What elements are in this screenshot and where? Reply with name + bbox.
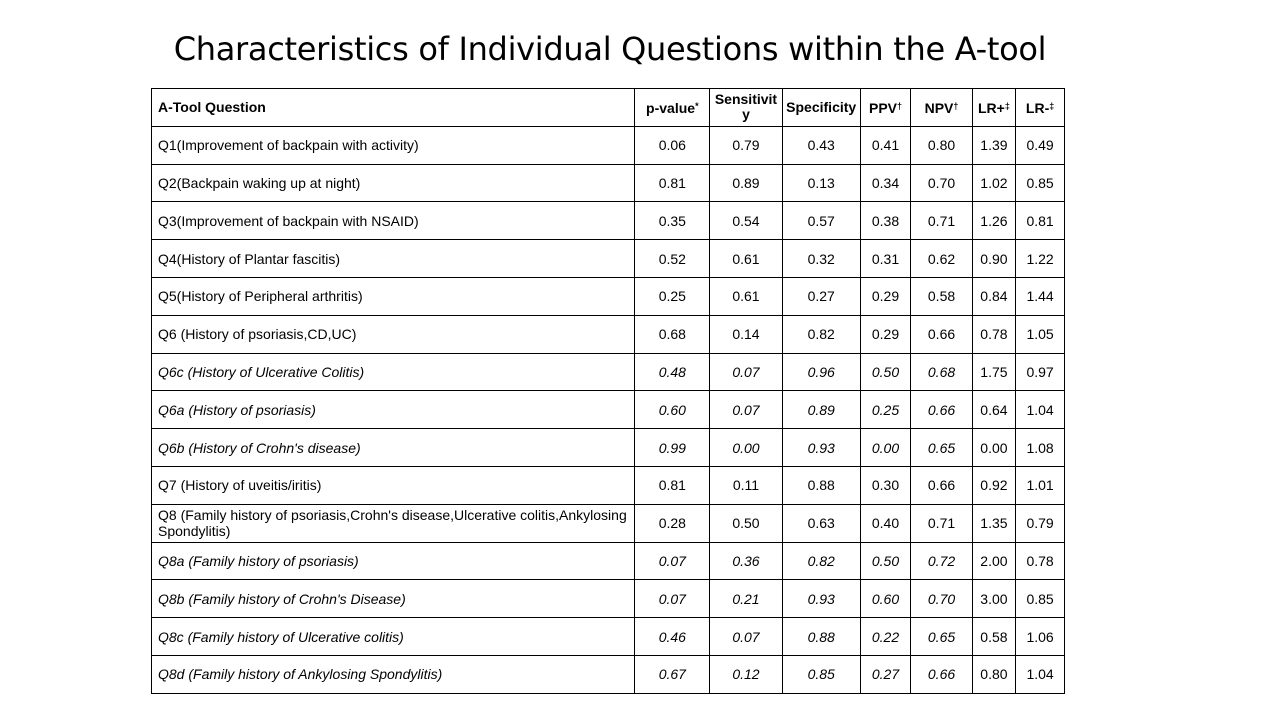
question-cell: Q8a (Family history of psoriasis) (152, 542, 635, 580)
table-row (152, 277, 1065, 315)
value-cell: 0.07 (635, 542, 710, 580)
value-cell: 0.61 (710, 277, 783, 315)
value-cell: 0.68 (635, 315, 710, 353)
value-cell: 0.46 (635, 618, 710, 656)
value-cell: 1.75 (972, 353, 1016, 391)
value-cell: 0.43 (782, 126, 860, 164)
value-cell: 0.41 (860, 126, 911, 164)
value-cell: 0.50 (860, 542, 911, 580)
value-cell: 0.64 (972, 391, 1016, 429)
table-row (152, 202, 1065, 240)
question-cell: Q7 (History of uveitis/iritis) (152, 466, 635, 504)
value-cell: 0.07 (710, 353, 783, 391)
value-cell: 0.58 (911, 277, 972, 315)
value-cell: 0.36 (710, 542, 783, 580)
question-cell: Q4(History of Plantar fascitis) (152, 240, 635, 278)
value-cell: 0.50 (860, 353, 911, 391)
value-cell: 0.85 (1016, 164, 1065, 202)
value-cell: 0.93 (782, 429, 860, 467)
value-cell: 0.12 (710, 655, 783, 693)
value-cell: 0.63 (782, 504, 860, 542)
question-cell: Q8 (Family history of psoriasis,Crohn's disease,Ulcerative colitis,Ankylosing Spondylitis) (152, 504, 635, 542)
value-cell: 0.97 (1016, 353, 1065, 391)
value-cell: 0.81 (635, 466, 710, 504)
value-cell: 0.00 (710, 429, 783, 467)
value-cell: 0.90 (972, 240, 1016, 278)
value-cell: 0.67 (635, 655, 710, 693)
value-cell: 0.89 (710, 164, 783, 202)
value-cell: 1.35 (972, 504, 1016, 542)
value-cell: 0.31 (860, 240, 911, 278)
value-cell: 0.32 (782, 240, 860, 278)
value-cell: 0.30 (860, 466, 911, 504)
value-cell: 0.93 (782, 580, 860, 618)
table-row (152, 391, 1065, 429)
value-cell: 0.82 (782, 315, 860, 353)
table-row (152, 353, 1065, 391)
table-row (152, 542, 1065, 580)
value-cell: 0.68 (911, 353, 972, 391)
table-row (152, 429, 1065, 467)
header-lr-positive (972, 89, 1016, 127)
value-cell: 1.06 (1016, 618, 1065, 656)
value-cell: 0.52 (635, 240, 710, 278)
value-cell: 0.92 (972, 466, 1016, 504)
header-footnote-mark: † (953, 100, 959, 111)
value-cell: 1.22 (1016, 240, 1065, 278)
value-cell: 0.72 (911, 542, 972, 580)
header-row (152, 89, 1065, 127)
value-cell: 0.14 (710, 315, 783, 353)
value-cell: 1.44 (1016, 277, 1065, 315)
question-cell: Q8c (Family history of Ulcerative colitis) (152, 618, 635, 656)
value-cell: 0.06 (635, 126, 710, 164)
value-cell: 0.88 (782, 466, 860, 504)
value-cell: 0.28 (635, 504, 710, 542)
question-cell: Q5(History of Peripheral arthritis) (152, 277, 635, 315)
value-cell: 0.57 (782, 202, 860, 240)
value-cell: 0.50 (710, 504, 783, 542)
value-cell: 0.96 (782, 353, 860, 391)
table-row (152, 466, 1065, 504)
value-cell: 0.27 (860, 655, 911, 693)
header-footnote-mark: ‡ (1004, 100, 1010, 111)
value-cell: 2.00 (972, 542, 1016, 580)
value-cell: 0.48 (635, 353, 710, 391)
table-body (152, 126, 1065, 693)
value-cell: 0.49 (1016, 126, 1065, 164)
value-cell: 0.66 (911, 466, 972, 504)
value-cell: 0.85 (782, 655, 860, 693)
value-cell: 0.35 (635, 202, 710, 240)
header-question (152, 89, 635, 127)
table-row (152, 655, 1065, 693)
header-footnote-mark: ‡ (1049, 100, 1055, 111)
value-cell: 1.05 (1016, 315, 1065, 353)
value-cell: 0.66 (911, 655, 972, 693)
value-cell: 0.34 (860, 164, 911, 202)
value-cell: 0.71 (911, 504, 972, 542)
value-cell: 1.08 (1016, 429, 1065, 467)
table-row (152, 504, 1065, 542)
value-cell: 0.99 (635, 429, 710, 467)
question-cell: Q3(Improvement of backpain with NSAID) (152, 202, 635, 240)
value-cell: 0.58 (972, 618, 1016, 656)
value-cell: 0.80 (911, 126, 972, 164)
header-specificity (782, 89, 860, 127)
question-cell: Q6a (History of psoriasis) (152, 391, 635, 429)
question-cell: Q8d (Family history of Ankylosing Spondylitis) (152, 655, 635, 693)
table-row (152, 618, 1065, 656)
value-cell: 0.66 (911, 391, 972, 429)
value-cell: 0.65 (911, 429, 972, 467)
header-label: PPV (868, 99, 897, 116)
header-lr-negative (1016, 89, 1065, 127)
table-row (152, 315, 1065, 353)
value-cell: 0.65 (911, 618, 972, 656)
value-cell: 0.29 (860, 277, 911, 315)
value-cell: 0.07 (710, 618, 783, 656)
value-cell: 0.79 (1016, 504, 1065, 542)
value-cell: 0.00 (860, 429, 911, 467)
value-cell: 0.54 (710, 202, 783, 240)
value-cell: 0.78 (972, 315, 1016, 353)
value-cell: 0.88 (782, 618, 860, 656)
header-npv (911, 89, 972, 127)
header-label: Sensitivity (714, 91, 778, 123)
question-cell: Q6b (History of Crohn's disease) (152, 429, 635, 467)
value-cell: 0.29 (860, 315, 911, 353)
value-cell: 0.61 (710, 240, 783, 278)
value-cell: 0.80 (972, 655, 1016, 693)
value-cell: 0.27 (782, 277, 860, 315)
table-row (152, 126, 1065, 164)
question-cell: Q6 (History of psoriasis,CD,UC) (152, 315, 635, 353)
value-cell: 0.25 (635, 277, 710, 315)
value-cell: 0.07 (710, 391, 783, 429)
value-cell: 0.81 (635, 164, 710, 202)
value-cell: 1.04 (1016, 391, 1065, 429)
value-cell: 0.11 (710, 466, 783, 504)
value-cell: 0.60 (860, 580, 911, 618)
table-row (152, 164, 1065, 202)
value-cell: 0.13 (782, 164, 860, 202)
question-cell: Q1(Improvement of backpain with activity) (152, 126, 635, 164)
header-label: LR+ (977, 99, 1005, 116)
value-cell: 0.78 (1016, 542, 1065, 580)
header-sensitivity (710, 89, 783, 127)
value-cell: 0.22 (860, 618, 911, 656)
value-cell: 0.81 (1016, 202, 1065, 240)
value-cell: 0.66 (911, 315, 972, 353)
value-cell: 1.02 (972, 164, 1016, 202)
header-ppv (860, 89, 911, 127)
header-label: LR- (1025, 99, 1050, 116)
question-cell: Q6c (History of Ulcerative Colitis) (152, 353, 635, 391)
question-characteristics-table (151, 88, 1065, 694)
value-cell: 0.84 (972, 277, 1016, 315)
value-cell: 0.70 (911, 580, 972, 618)
value-cell: 0.00 (972, 429, 1016, 467)
question-cell: Q8b (Family history of Crohn's Disease) (152, 580, 635, 618)
value-cell: 0.62 (911, 240, 972, 278)
header-footnote-mark: † (897, 100, 903, 111)
value-cell: 0.70 (911, 164, 972, 202)
value-cell: 0.71 (911, 202, 972, 240)
value-cell: 0.38 (860, 202, 911, 240)
value-cell: 0.60 (635, 391, 710, 429)
value-cell: 1.01 (1016, 466, 1065, 504)
value-cell: 3.00 (972, 580, 1016, 618)
value-cell: 0.79 (710, 126, 783, 164)
table-row (152, 240, 1065, 278)
value-cell: 0.07 (635, 580, 710, 618)
value-cell: 0.21 (710, 580, 783, 618)
header-label: Specificity (786, 98, 857, 115)
header-p-value (635, 89, 710, 127)
value-cell: 0.85 (1016, 580, 1065, 618)
value-cell: 1.04 (1016, 655, 1065, 693)
value-cell: 1.26 (972, 202, 1016, 240)
value-cell: 0.40 (860, 504, 911, 542)
header-label: NPV (924, 99, 954, 116)
value-cell: 0.82 (782, 542, 860, 580)
header-label: p-value (646, 99, 696, 116)
slide-title: Characteristics of Individual Questions within the A-tool (173, 30, 1047, 68)
value-cell: 0.25 (860, 391, 911, 429)
value-cell: 1.39 (972, 126, 1016, 164)
question-cell: Q2(Backpain waking up at night) (152, 164, 635, 202)
value-cell: 0.89 (782, 391, 860, 429)
table-row (152, 580, 1065, 618)
header-label: A-Tool Question (158, 98, 266, 115)
header-footnote-mark: * (695, 100, 699, 111)
